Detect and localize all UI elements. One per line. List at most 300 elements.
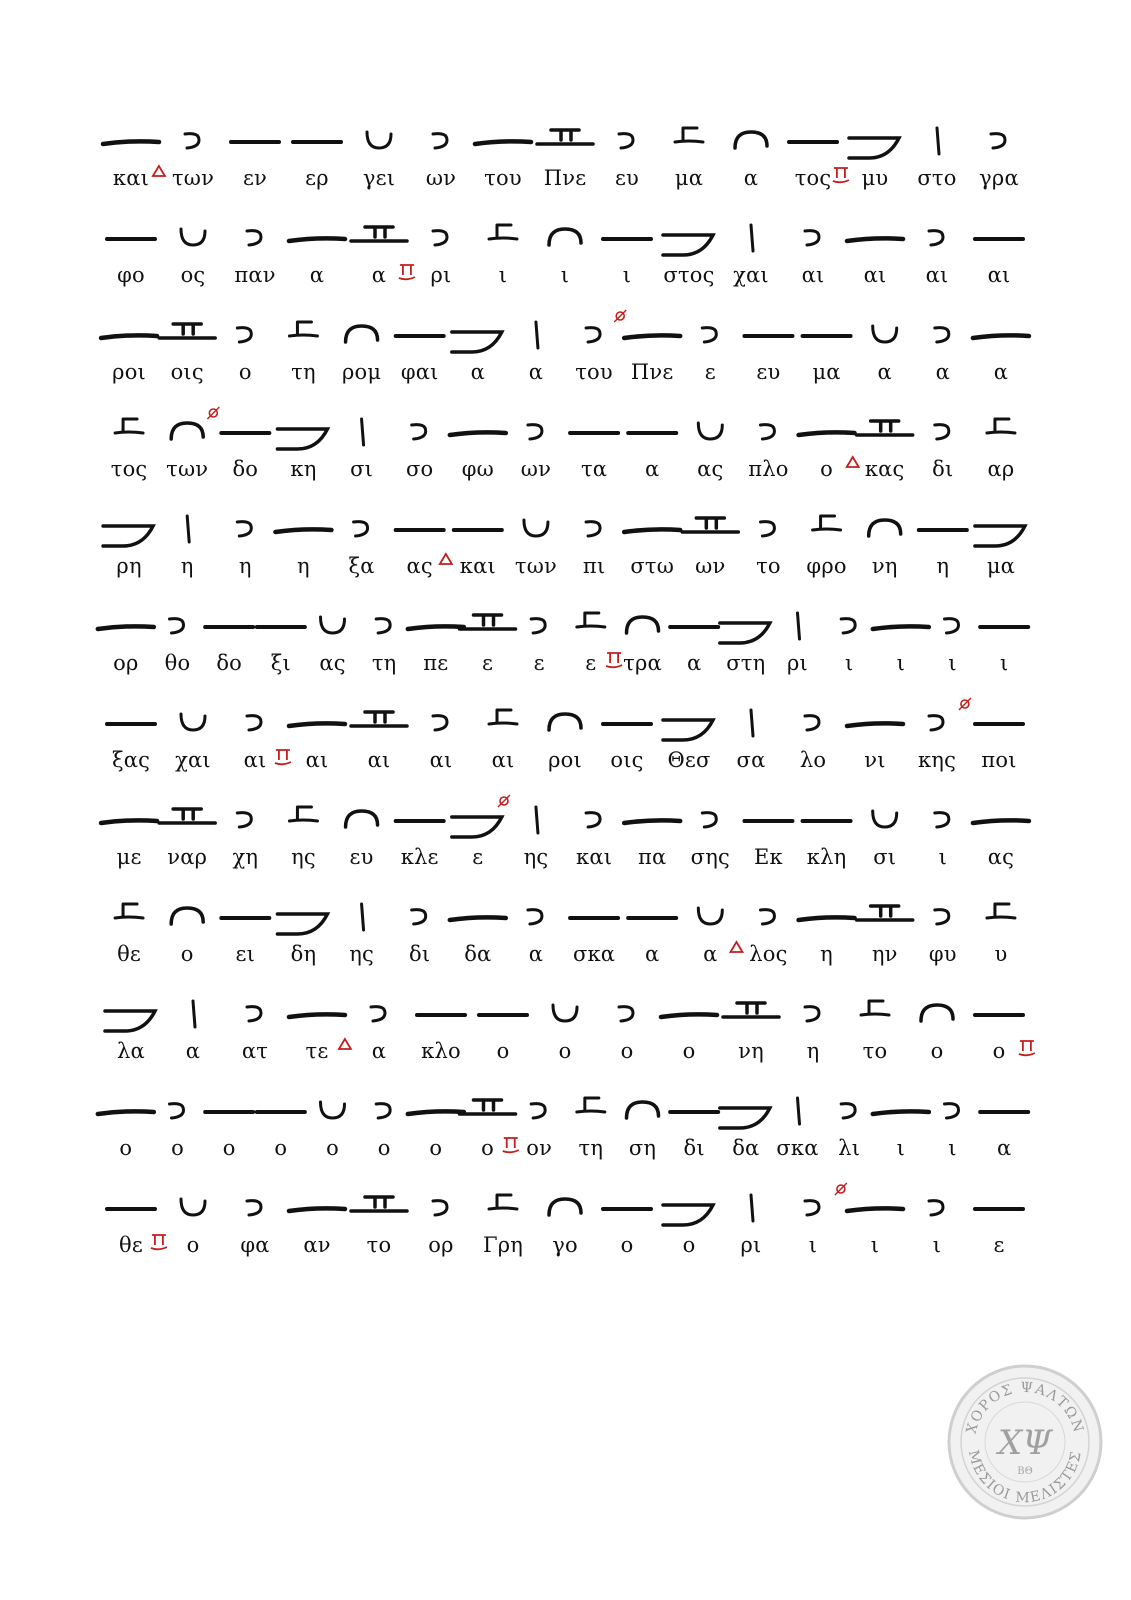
lyric-syllable: ος bbox=[180, 263, 206, 287]
lyric-syllable: ε bbox=[993, 1233, 1005, 1257]
oligon-neume-icon bbox=[289, 238, 345, 241]
apostrophos-neume-icon bbox=[433, 716, 447, 730]
lyric-syllable: α bbox=[703, 942, 718, 966]
apostrophos-neume-icon bbox=[805, 1007, 819, 1021]
petasti-neume-icon bbox=[171, 908, 203, 924]
lyrics-line bbox=[100, 553, 1030, 583]
lyric-syllable: λο bbox=[799, 748, 827, 772]
lyric-syllable: ναρ bbox=[167, 845, 208, 869]
lyric-syllable: α bbox=[470, 360, 486, 384]
kentima-neume-icon bbox=[577, 1098, 605, 1112]
lyric-syllable: ο bbox=[930, 1039, 944, 1063]
lyric-syllable: ας bbox=[987, 845, 1015, 869]
kentimata-neume-icon bbox=[103, 526, 153, 546]
choir-seal-stamp bbox=[945, 1362, 1105, 1522]
lyric-syllable: αι bbox=[305, 748, 329, 772]
music-system bbox=[100, 409, 1030, 507]
lyric-syllable: κης bbox=[917, 748, 957, 772]
yporroi-neume-icon bbox=[181, 714, 205, 730]
lyric-syllable: τα bbox=[580, 457, 608, 481]
kentima-neume-icon bbox=[289, 322, 317, 336]
lyric-syllable: και bbox=[575, 845, 613, 869]
lyric-syllable: φω bbox=[461, 457, 494, 481]
lyric-syllable: ι bbox=[948, 651, 957, 675]
lyric-syllable: ε bbox=[472, 845, 484, 869]
oligon-neume-icon bbox=[973, 335, 1029, 338]
apostrophos-neume-icon bbox=[991, 134, 1005, 148]
lyric-syllable: ο bbox=[429, 1136, 443, 1160]
lyric-syllable: ι bbox=[896, 651, 906, 675]
music-system bbox=[100, 700, 1030, 798]
apostrophos-neume-icon bbox=[247, 231, 261, 245]
lyric-syllable: ο bbox=[377, 1136, 391, 1160]
lyric-syllable: ι bbox=[498, 263, 508, 287]
lyric-syllable: σι bbox=[873, 845, 897, 869]
petasti-neume-icon bbox=[921, 1005, 953, 1021]
lyrics-line bbox=[100, 941, 1030, 971]
lyric-syllable: α bbox=[644, 942, 660, 966]
lyric-syllable: στη bbox=[726, 651, 766, 675]
lyric-syllable: ι bbox=[870, 1233, 880, 1257]
apostrophos-neume-icon bbox=[531, 1104, 545, 1118]
gorgon-neume-icon bbox=[351, 227, 407, 241]
lyric-syllable: τη bbox=[578, 1136, 604, 1160]
lyric-syllable: ο bbox=[620, 1039, 634, 1063]
music-system bbox=[100, 118, 1030, 216]
yporroi-neume-icon bbox=[873, 811, 897, 827]
lyric-syllable: α bbox=[743, 166, 759, 190]
vareia-neume-icon bbox=[751, 710, 753, 736]
kentima-neume-icon bbox=[987, 904, 1015, 918]
oligon-neume-icon bbox=[289, 1014, 345, 1017]
apostrophos-neume-icon bbox=[170, 619, 184, 633]
petasti-neume-icon bbox=[346, 811, 378, 827]
lyric-syllable: στω bbox=[630, 554, 675, 578]
lyric-syllable: αι bbox=[243, 748, 267, 772]
apostrophos-neume-icon bbox=[945, 619, 959, 633]
lyric-syllable: πλο bbox=[748, 457, 789, 481]
lyric-syllable: θε bbox=[117, 942, 142, 966]
apostrophos-neume-icon bbox=[805, 716, 819, 730]
lyric-syllable: νη bbox=[738, 1039, 764, 1063]
lyric-syllable: ε bbox=[585, 651, 597, 675]
lyric-syllable: ο bbox=[180, 942, 194, 966]
kentimata-neume-icon bbox=[663, 720, 713, 740]
kentima-neume-icon bbox=[289, 807, 317, 821]
lyric-syllable: χη bbox=[232, 845, 259, 869]
apostrophos-neume-icon bbox=[586, 328, 600, 342]
gorgon-neume-icon bbox=[351, 1197, 407, 1211]
lyric-syllable: νι bbox=[864, 748, 886, 772]
music-system bbox=[100, 506, 1030, 604]
lyric-syllable: η bbox=[297, 554, 310, 578]
yporroi-neume-icon bbox=[553, 1005, 577, 1021]
lyric-syllable: σα bbox=[736, 748, 766, 772]
apostrophos-neume-icon bbox=[841, 619, 855, 633]
lyric-syllable: και bbox=[112, 166, 150, 190]
apostrophos-neume-icon bbox=[528, 425, 542, 439]
yporroi-neume-icon bbox=[873, 326, 897, 342]
kentima-neume-icon bbox=[115, 419, 143, 433]
lyric-syllable: ρι bbox=[430, 263, 452, 287]
lyric-syllable: ο bbox=[119, 1136, 133, 1160]
apostrophos-neume-icon bbox=[247, 1201, 261, 1215]
lyric-syllable: γο bbox=[552, 1233, 578, 1257]
lyric-syllable: τος bbox=[110, 457, 148, 481]
apostrophos-neume-icon bbox=[929, 231, 943, 245]
lyric-syllable: τη bbox=[371, 651, 397, 675]
lyric-syllable: ο bbox=[186, 1233, 200, 1257]
lyric-syllable: αι bbox=[987, 263, 1011, 287]
apostrophos-neume-icon bbox=[935, 425, 949, 439]
lyric-syllable: α bbox=[371, 263, 387, 287]
lyric-syllable: γρα bbox=[979, 166, 1019, 190]
lyric-syllable: ατ bbox=[241, 1039, 269, 1063]
lyric-syllable: ερ bbox=[305, 166, 329, 190]
apostrophos-neume-icon bbox=[841, 1104, 855, 1118]
lyric-syllable: ο bbox=[496, 1039, 510, 1063]
oligon-neume-icon bbox=[873, 626, 929, 629]
kentimata-neume-icon bbox=[720, 1108, 770, 1128]
apostrophos-neume-icon bbox=[237, 522, 251, 536]
apostrophos-neume-icon bbox=[702, 813, 716, 827]
apostrophos-neume-icon bbox=[247, 716, 261, 730]
lyric-syllable: δο bbox=[232, 457, 259, 481]
lyric-syllable: ξι bbox=[270, 651, 291, 675]
lyric-syllable: ευ bbox=[349, 845, 374, 869]
lyric-syllable: ευ bbox=[756, 360, 781, 384]
apostrophos-neume-icon bbox=[935, 910, 949, 924]
lyric-syllable: ον bbox=[526, 1136, 553, 1160]
oligon-neume-icon bbox=[98, 1111, 154, 1114]
lyric-syllable: α bbox=[993, 360, 1009, 384]
apostrophos-neume-icon bbox=[805, 231, 819, 245]
apostrophos-neume-icon bbox=[586, 522, 600, 536]
apostrophos-neume-icon bbox=[528, 910, 542, 924]
lyric-syllable: το bbox=[366, 1233, 392, 1257]
apostrophos-neume-icon bbox=[760, 910, 774, 924]
lyric-syllable: φαι bbox=[400, 360, 439, 384]
lyrics-line bbox=[100, 844, 1030, 874]
apostrophos-neume-icon bbox=[433, 134, 447, 148]
kentima-neume-icon bbox=[489, 710, 517, 724]
lyric-syllable: παν bbox=[234, 263, 276, 287]
lyric-syllable: ρι bbox=[787, 651, 808, 675]
lyric-syllable: μα bbox=[674, 166, 704, 190]
lyric-syllable: α bbox=[528, 360, 544, 384]
oligon-neume-icon bbox=[450, 432, 506, 435]
lyric-syllable: υ bbox=[994, 942, 1008, 966]
seal-small-mark: ΒΘ bbox=[1017, 1466, 1033, 1477]
apostrophos-neume-icon bbox=[237, 328, 251, 342]
oligon-neume-icon bbox=[103, 141, 159, 144]
lyric-syllable: ση bbox=[628, 1136, 657, 1160]
lyric-syllable: ας bbox=[697, 457, 724, 481]
lyric-syllable: ο bbox=[558, 1039, 572, 1063]
lyric-syllable: κλο bbox=[421, 1039, 461, 1063]
kentima-neume-icon bbox=[861, 1001, 889, 1015]
apostrophos-neume-icon bbox=[412, 910, 426, 924]
apostrophos-neume-icon bbox=[531, 619, 545, 633]
apostrophos-neume-icon bbox=[929, 716, 943, 730]
lyric-syllable: ο bbox=[682, 1039, 696, 1063]
yporroi-neume-icon bbox=[524, 520, 548, 536]
lyric-syllable: α bbox=[371, 1039, 387, 1063]
lyric-syllable: τρα bbox=[623, 651, 662, 675]
vareia-neume-icon bbox=[362, 419, 364, 445]
vareia-neume-icon bbox=[751, 1195, 753, 1221]
lyric-syllable: εν bbox=[242, 166, 268, 190]
lyrics-line bbox=[100, 1038, 1030, 1068]
lyric-syllable: αι bbox=[863, 263, 887, 287]
lyric-syllable: ης bbox=[523, 845, 549, 869]
kentimata-neume-icon bbox=[277, 429, 327, 449]
apostrophos-neume-icon bbox=[354, 522, 368, 536]
lyric-syllable: ι bbox=[932, 1233, 942, 1257]
apostrophos-neume-icon bbox=[586, 813, 600, 827]
lyric-syllable: α bbox=[185, 1039, 201, 1063]
lyric-syllable: α bbox=[686, 651, 702, 675]
lyrics-line bbox=[100, 1135, 1030, 1165]
music-system bbox=[100, 797, 1030, 895]
lyric-syllable: κας bbox=[864, 457, 905, 481]
lyric-syllable: ροι bbox=[112, 360, 146, 384]
lyric-syllable: α bbox=[309, 263, 325, 287]
yporroi-neume-icon bbox=[181, 229, 205, 245]
lyric-syllable: ο bbox=[992, 1039, 1006, 1063]
lyric-syllable: δα bbox=[732, 1136, 760, 1160]
kentima-neume-icon bbox=[115, 904, 143, 918]
lyric-syllable: κλε bbox=[400, 845, 439, 869]
lyric-syllable: σι bbox=[350, 457, 374, 481]
yporroi-neume-icon bbox=[698, 423, 722, 439]
gorgon-neume-icon bbox=[460, 615, 516, 629]
gorgon-neume-icon bbox=[159, 809, 215, 823]
gorgon-neume-icon bbox=[460, 1100, 516, 1114]
apostrophos-neume-icon bbox=[376, 1104, 390, 1118]
lyric-syllable: η bbox=[180, 554, 194, 578]
lyrics-line bbox=[100, 262, 1030, 292]
music-system bbox=[100, 1088, 1030, 1186]
kentimata-neume-icon bbox=[452, 332, 502, 352]
lyrics-line bbox=[100, 747, 1030, 777]
oligon-neume-icon bbox=[289, 723, 345, 726]
vareia-neume-icon bbox=[937, 128, 939, 154]
lyric-syllable: κη bbox=[290, 457, 317, 481]
lyric-syllable: α bbox=[877, 360, 892, 384]
lyric-syllable: λι bbox=[838, 1136, 861, 1160]
lyric-syllable: τε bbox=[305, 1039, 329, 1063]
lyric-syllable: Εκ bbox=[754, 845, 783, 869]
lyric-syllable: ορ bbox=[428, 1233, 454, 1257]
lyric-syllable: η bbox=[238, 554, 252, 578]
lyric-syllable: του bbox=[484, 166, 522, 190]
oligon-neume-icon bbox=[799, 917, 855, 920]
vareia-neume-icon bbox=[187, 516, 189, 542]
lyric-syllable: δο bbox=[216, 651, 242, 675]
gorgon-neume-icon bbox=[857, 906, 913, 920]
kentima-neume-icon bbox=[675, 128, 703, 142]
lyric-syllable: δι bbox=[683, 1136, 705, 1160]
lyric-syllable: ην bbox=[871, 942, 898, 966]
lyrics-line bbox=[100, 456, 1030, 486]
lyric-syllable: φα bbox=[240, 1233, 270, 1257]
lyric-syllable: ι bbox=[938, 845, 948, 869]
petasti-neume-icon bbox=[346, 326, 378, 342]
lyrics-line bbox=[100, 650, 1030, 680]
apostrophos-neume-icon bbox=[805, 1201, 819, 1215]
lyric-syllable: Γρη bbox=[482, 1233, 524, 1257]
lyric-syllable: ι bbox=[844, 651, 854, 675]
kentimata-neume-icon bbox=[277, 914, 327, 934]
music-system bbox=[100, 1185, 1030, 1283]
lyric-syllable: αρ bbox=[987, 457, 1015, 481]
oligon-neume-icon bbox=[275, 529, 331, 532]
music-system bbox=[100, 991, 1030, 1089]
apostrophos-neume-icon bbox=[945, 1104, 959, 1118]
lyric-syllable: θο bbox=[164, 651, 191, 675]
lyric-syllable: ι bbox=[948, 1136, 957, 1160]
lyric-syllable: ι bbox=[560, 263, 570, 287]
lyric-syllable: ευ bbox=[614, 166, 640, 190]
oligon-neume-icon bbox=[475, 141, 531, 144]
lyric-syllable: των bbox=[166, 457, 209, 481]
lyric-syllable: ι bbox=[999, 651, 1009, 675]
music-system bbox=[100, 894, 1030, 992]
kentima-neume-icon bbox=[987, 419, 1015, 433]
kentimata-neume-icon bbox=[849, 138, 899, 158]
lyric-syllable: στος bbox=[663, 263, 715, 287]
yporroi-neume-icon bbox=[181, 1199, 205, 1215]
petasti-neume-icon bbox=[171, 423, 203, 439]
lyric-syllable: ρη bbox=[116, 554, 142, 578]
music-system bbox=[100, 312, 1030, 410]
gorgon-neume-icon bbox=[723, 1003, 779, 1017]
seal-top-text: ΧΟΡΟΣ ΨΑΛΤΩΝ bbox=[963, 1379, 1087, 1436]
music-system bbox=[100, 215, 1030, 313]
lyric-syllable: ης bbox=[349, 942, 374, 966]
vareia-neume-icon bbox=[536, 322, 538, 348]
lyrics-line bbox=[100, 165, 1030, 195]
lyric-syllable: ο bbox=[274, 1136, 288, 1160]
lyric-syllable: ρομ bbox=[341, 360, 382, 384]
lyric-syllable: ξα bbox=[348, 554, 375, 578]
lyric-syllable: ων bbox=[425, 166, 457, 190]
lyric-syllable: αι bbox=[491, 748, 515, 772]
yporroi-neume-icon bbox=[698, 908, 722, 924]
vareia-neume-icon bbox=[751, 225, 753, 251]
oligon-neume-icon bbox=[847, 723, 903, 726]
kentimata-neume-icon bbox=[975, 526, 1025, 546]
lyric-syllable: χαι bbox=[175, 748, 211, 772]
lyrics-line bbox=[100, 359, 1030, 389]
lyric-syllable: μυ bbox=[861, 166, 889, 190]
yporroi-neume-icon bbox=[367, 132, 391, 148]
lyric-syllable: ρι bbox=[740, 1233, 762, 1257]
gorgon-neume-icon bbox=[857, 421, 913, 435]
oligon-neume-icon bbox=[101, 820, 157, 823]
lyric-syllable: ας bbox=[319, 651, 346, 675]
oligon-neume-icon bbox=[98, 626, 154, 629]
apostrophos-neume-icon bbox=[433, 231, 447, 245]
oligon-neume-icon bbox=[408, 626, 464, 629]
oligon-neume-icon bbox=[624, 335, 680, 338]
lyric-syllable: ε bbox=[481, 651, 494, 675]
lyric-syllable: το bbox=[756, 554, 781, 578]
apostrophos-neume-icon bbox=[170, 1104, 184, 1118]
kentima-neume-icon bbox=[577, 613, 605, 627]
lyric-syllable: σκα bbox=[776, 1136, 819, 1160]
apostrophos-neume-icon bbox=[702, 328, 716, 342]
gorgon-neume-icon bbox=[537, 130, 593, 144]
petasti-neume-icon bbox=[869, 520, 901, 536]
lyric-syllable: του bbox=[575, 360, 613, 384]
kentimata-neume-icon bbox=[105, 1011, 155, 1031]
lyric-syllable: ας bbox=[406, 554, 433, 578]
lyric-syllable: ποι bbox=[981, 748, 1017, 772]
kentimata-neume-icon bbox=[663, 1205, 713, 1225]
apostrophos-neume-icon bbox=[371, 1007, 385, 1021]
lyric-syllable: η bbox=[820, 942, 833, 966]
lyric-syllable: πα bbox=[637, 845, 667, 869]
lyric-syllable: των bbox=[171, 166, 215, 190]
lyric-syllable: μα bbox=[812, 360, 841, 384]
vareia-neume-icon bbox=[362, 904, 364, 930]
gorgon-neume-icon bbox=[351, 712, 407, 726]
apostrophos-neume-icon bbox=[376, 619, 390, 633]
lyric-syllable: τος bbox=[794, 166, 832, 190]
lyric-syllable: Θεσ bbox=[667, 748, 711, 772]
lyric-syllable: φο bbox=[117, 263, 145, 287]
lyric-syllable: ο bbox=[682, 1233, 696, 1257]
seal-bottom-text: ΜΕΣΙΟΙ ΜΕΛΙΣΤΕΣ bbox=[964, 1448, 1085, 1507]
apostrophos-neume-icon bbox=[929, 1201, 943, 1215]
lyric-syllable: πι bbox=[582, 554, 606, 578]
lyric-syllable: ο bbox=[481, 1136, 494, 1160]
apostrophos-neume-icon bbox=[619, 134, 633, 148]
apostrophos-neume-icon bbox=[433, 1201, 447, 1215]
lyric-syllable: πε bbox=[423, 651, 449, 675]
kentimata-neume-icon bbox=[452, 817, 502, 837]
lyric-syllable: ο bbox=[620, 1233, 634, 1257]
apostrophos-neume-icon bbox=[185, 134, 199, 148]
lyric-syllable: ε bbox=[704, 360, 716, 384]
lyric-syllable: αι bbox=[925, 263, 949, 287]
oligon-neume-icon bbox=[624, 820, 680, 823]
oligon-neume-icon bbox=[408, 1111, 464, 1114]
lyric-syllable: λος bbox=[749, 942, 788, 966]
lyric-syllable: δι bbox=[932, 457, 954, 481]
kentima-neume-icon bbox=[813, 516, 841, 530]
apostrophos-neume-icon bbox=[412, 425, 426, 439]
apostrophos-neume-icon bbox=[247, 1007, 261, 1021]
lyric-syllable: ι bbox=[896, 1136, 906, 1160]
lyric-syllable: χαι bbox=[733, 263, 769, 287]
lyric-syllable: ι bbox=[808, 1233, 818, 1257]
lyric-syllable: δη bbox=[290, 942, 317, 966]
lyric-syllable: ει bbox=[235, 942, 256, 966]
lyric-syllable: φυ bbox=[928, 942, 957, 966]
gorgon-neume-icon bbox=[682, 518, 738, 532]
gorgon-neume-icon bbox=[159, 324, 215, 338]
oligon-neume-icon bbox=[101, 335, 157, 338]
lyric-syllable: ων bbox=[695, 554, 726, 578]
lyric-syllable: νη bbox=[871, 554, 898, 578]
lyric-syllable: α bbox=[644, 457, 660, 481]
lyric-syllable: α bbox=[935, 360, 951, 384]
petasti-neume-icon bbox=[549, 1199, 581, 1215]
kentima-neume-icon bbox=[489, 1195, 517, 1209]
